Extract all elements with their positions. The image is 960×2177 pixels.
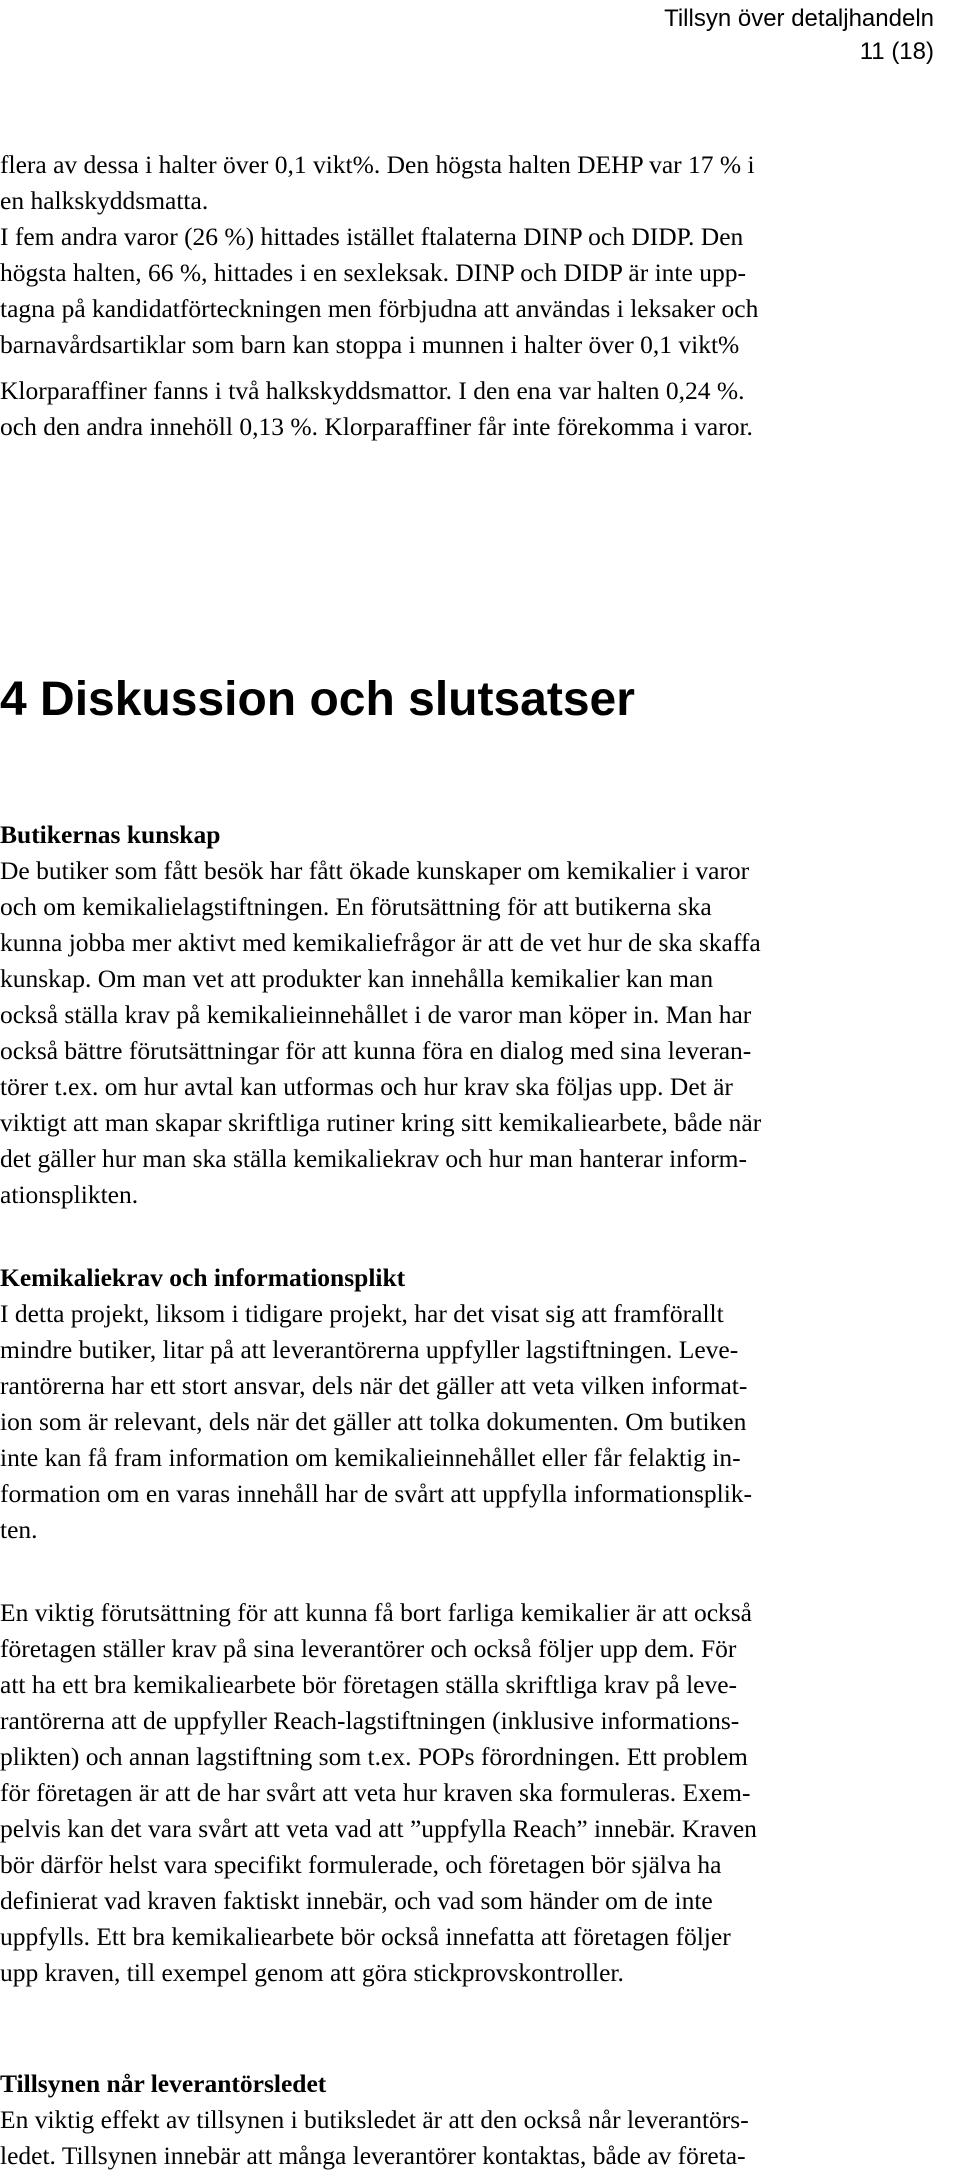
section-supplier-chain bbox=[0, 2066, 948, 2174]
text-line: också ställa krav på kemikalieinnehållet i de varor man köper in. Man har bbox=[0, 1000, 752, 1029]
text-line: inte kan få fram information om kemikalieinnehållet eller får felaktig in- bbox=[0, 1443, 741, 1472]
text-line: mindre butiker, litar på att leverantörerna uppfyller lagstiftningen. Leve- bbox=[0, 1335, 739, 1364]
paragraph-chlorinated-paraffins bbox=[0, 373, 948, 445]
text-line: att ha ett bra kemikaliearbete bör företagen ställa skriftliga krav på leve- bbox=[0, 1670, 738, 1699]
section-heading: 4 Diskussion och slutsatser bbox=[0, 673, 635, 726]
text-line: bör därför helst vara specifikt formulerade, och företagen bör själva ha bbox=[0, 1850, 722, 1879]
text-line: ten. bbox=[0, 1515, 38, 1544]
paragraph-phthalates bbox=[0, 147, 948, 363]
text-line: ion som är relevant, dels när det gäller att tolka dokumenten. Om butiken bbox=[0, 1407, 747, 1436]
text-line: kunna jobba mer aktivt med kemikaliefrågor är att de vet hur de ska skaffa bbox=[0, 928, 761, 957]
text-line: tagna på kandidatförteckningen men förbjudna att användas i leksaker och bbox=[0, 294, 759, 323]
text-line: En viktig effekt av tillsynen i butiksledet är att den också når leverantörs- bbox=[0, 2105, 749, 2134]
text-line: rantörerna att de uppfyller Reach-lagstiftningen (inklusive informations- bbox=[0, 1706, 740, 1735]
subheading-chemical-requirements: Kemikaliekrav och informationsplikt bbox=[0, 1263, 406, 1292]
text-line: det gäller hur man ska ställa kemikaliekrav och hur man hanterar inform- bbox=[0, 1144, 748, 1173]
text-line: för företagen är att de har svårt att veta hur kraven ska formuleras. Exem- bbox=[0, 1778, 751, 1807]
paragraph-supplier-requirements bbox=[0, 1595, 948, 1991]
header-page-number: 11 (18) bbox=[859, 38, 934, 65]
text-line: en halkskyddsmatta. bbox=[0, 186, 209, 215]
text-line: barnavårdsartiklar som barn kan stoppa i munnen i halter över 0,1 vikt% bbox=[0, 330, 740, 359]
text-line: företagen ställer krav på sina leverantörer och också följer upp dem. För bbox=[0, 1634, 737, 1663]
text-line: uppfylls. Ett bra kemikaliearbete bör också innefatta att företagen följer bbox=[0, 1922, 731, 1951]
text-line: viktigt att man skapar skriftliga rutiner kring sitt kemikaliearbete, både när bbox=[0, 1108, 762, 1137]
text-line: ationsplikten. bbox=[0, 1180, 139, 1209]
section-store-knowledge bbox=[0, 817, 948, 1213]
text-line: också bättre förutsättningar för att kunna föra en dialog med sina leveran- bbox=[0, 1036, 752, 1065]
text-line: definierat vad kraven faktiskt innebär, och vad som händer om de inte bbox=[0, 1886, 713, 1915]
text-line: I fem andra varor (26 %) hittades istället ftalaterna DINP och DIDP. Den bbox=[0, 222, 744, 251]
text-line: och om kemikalielagstiftningen. En förutsättning för att butikerna ska bbox=[0, 892, 712, 921]
text-line: och den andra innehöll 0,13 %. Klorparaffiner får inte förekomma i varor. bbox=[0, 412, 753, 441]
text-line: högsta halten, 66 %, hittades i en sexleksak. DINP och DIDP är inte upp- bbox=[0, 258, 746, 287]
text-line: De butiker som fått besök har fått ökade kunskaper om kemikalier i varor bbox=[0, 856, 750, 885]
header-document-title: Tillsyn över detaljhandeln bbox=[664, 5, 934, 32]
subheading-store-knowledge: Butikernas kunskap bbox=[0, 820, 221, 849]
text-line: pelvis kan det vara svårt att veta vad att ”uppfylla Reach” innebär. Kraven bbox=[0, 1814, 757, 1843]
text-line: upp kraven, till exempel genom att göra stickprovskontroller. bbox=[0, 1958, 624, 1987]
text-line: Klorparaffiner fanns i två halkskyddsmattor. I den ena var halten 0,24 %. bbox=[0, 376, 745, 405]
text-line: formation om en varas innehåll har de svårt att uppfylla informationsplik- bbox=[0, 1479, 753, 1508]
text-line: I detta projekt, liksom i tidigare projekt, har det visat sig att framförallt bbox=[0, 1299, 724, 1328]
text-line: En viktig förutsättning för att kunna få bort farliga kemikalier är att också bbox=[0, 1598, 753, 1627]
text-line: törer t.ex. om hur avtal kan utformas och hur krav ska följas upp. Det är bbox=[0, 1072, 733, 1101]
text-line: rantörerna har ett stort ansvar, dels när det gäller att veta vilken informat- bbox=[0, 1371, 748, 1400]
section-chemical-requirements bbox=[0, 1260, 948, 1548]
text-line: flera av dessa i halter över 0,1 vikt%. Den högsta halten DEHP var 17 % i bbox=[0, 150, 755, 179]
text-line: kunskap. Om man vet att produkter kan innehålla kemikalier kan man bbox=[0, 964, 714, 993]
text-line: plikten) och annan lagstiftning som t.ex. POPs förordningen. Ett problem bbox=[0, 1742, 748, 1771]
text-line: ledet. Tillsynen innebär att många leverantörer kontaktas, både av företa- bbox=[0, 2141, 746, 2170]
running-header bbox=[664, 2, 934, 68]
subheading-supplier-chain: Tillsynen når leverantörsledet bbox=[0, 2069, 327, 2098]
